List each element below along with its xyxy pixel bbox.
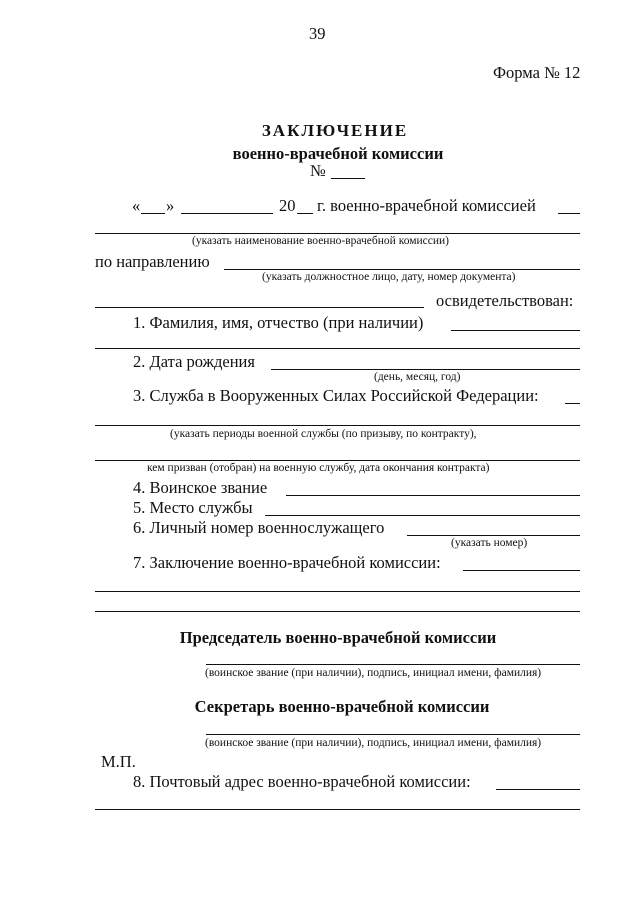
item-rank: 4. Воинское звание [133,478,268,497]
date-line-suffix: г. военно-врачебной комиссией [317,196,536,215]
personal-number-hint: (указать номер) [451,537,528,549]
secretary-hint: (воинское звание (при наличии), подпись, инициал имени, фамилия) [205,737,542,749]
service-details-hint: кем призван (отобран) на военную службу, дата окончания контракта) [147,462,490,474]
year-prefix: 20 [279,196,296,215]
conclusion-field-line3[interactable] [95,611,580,612]
page-number: 39 [309,24,326,43]
full-name-field-line2[interactable] [95,348,580,349]
month-field[interactable] [181,213,273,214]
year-field[interactable] [297,213,313,214]
birth-date-field[interactable] [271,369,580,370]
conclusion-field[interactable] [463,570,580,571]
postal-address-field-line2[interactable] [95,809,580,810]
rank-field[interactable] [286,495,580,496]
secretary-title: Секретарь военно-врачебной комиссии [194,697,490,716]
postal-address-field[interactable] [496,789,580,790]
examined-label: освидетельствован: [436,291,574,310]
item-birth-date: 2. Дата рождения [133,352,255,371]
personal-number-field[interactable] [407,535,580,536]
service-periods-hint: (указать периоды военной службы (по призыву, по контракту), [170,428,477,440]
seal-label: М.П. [101,752,136,771]
number-field[interactable] [331,178,365,179]
document-subtitle: военно-врачебной комиссии [232,144,444,163]
item-postal-address: 8. Почтовый адрес военно-врачебной комиссии: [133,772,471,791]
item-personal-number: 6. Личный номер военнослужащего [133,518,385,537]
examined-person-field[interactable] [95,307,424,308]
item-place: 5. Место службы [133,498,253,517]
chairman-signature-field[interactable] [206,664,580,665]
service-field-start[interactable] [565,403,580,404]
commission-name-field[interactable] [95,233,580,234]
form-label: Форма № 12 [493,63,581,82]
service-periods-field[interactable] [95,425,580,426]
referral-hint: (указать должностное лицо, дату, номер документа) [262,271,516,283]
birth-date-hint: (день, месяц, год) [374,371,461,383]
day-field[interactable] [141,213,165,214]
item-full-name: 1. Фамилия, имя, отчество (при наличии) [133,313,424,332]
open-quote: « [132,196,141,215]
full-name-field[interactable] [451,330,580,331]
referral-label: по направлению [95,252,210,271]
commission-field-start[interactable] [558,213,580,214]
service-details-field[interactable] [95,460,580,461]
close-quote: » [166,196,175,215]
item-conclusion: 7. Заключение военно-врачебной комиссии: [133,553,441,572]
referral-field[interactable] [224,269,580,270]
commission-name-hint: (указать наименование военно-врачебной комиссии) [192,235,450,247]
document-title: ЗАКЛЮЧЕНИЕ [261,121,409,140]
number-label: № [310,161,326,180]
chairman-hint: (воинское звание (при наличии), подпись, инициал имени, фамилия) [205,667,542,679]
secretary-signature-field[interactable] [206,734,580,735]
conclusion-field-line2[interactable] [95,591,580,592]
place-field[interactable] [265,515,580,516]
item-service: 3. Служба в Вооруженных Силах Российской Федерации: [133,386,539,405]
chairman-title: Председатель военно-врачебной комиссии [179,628,497,647]
